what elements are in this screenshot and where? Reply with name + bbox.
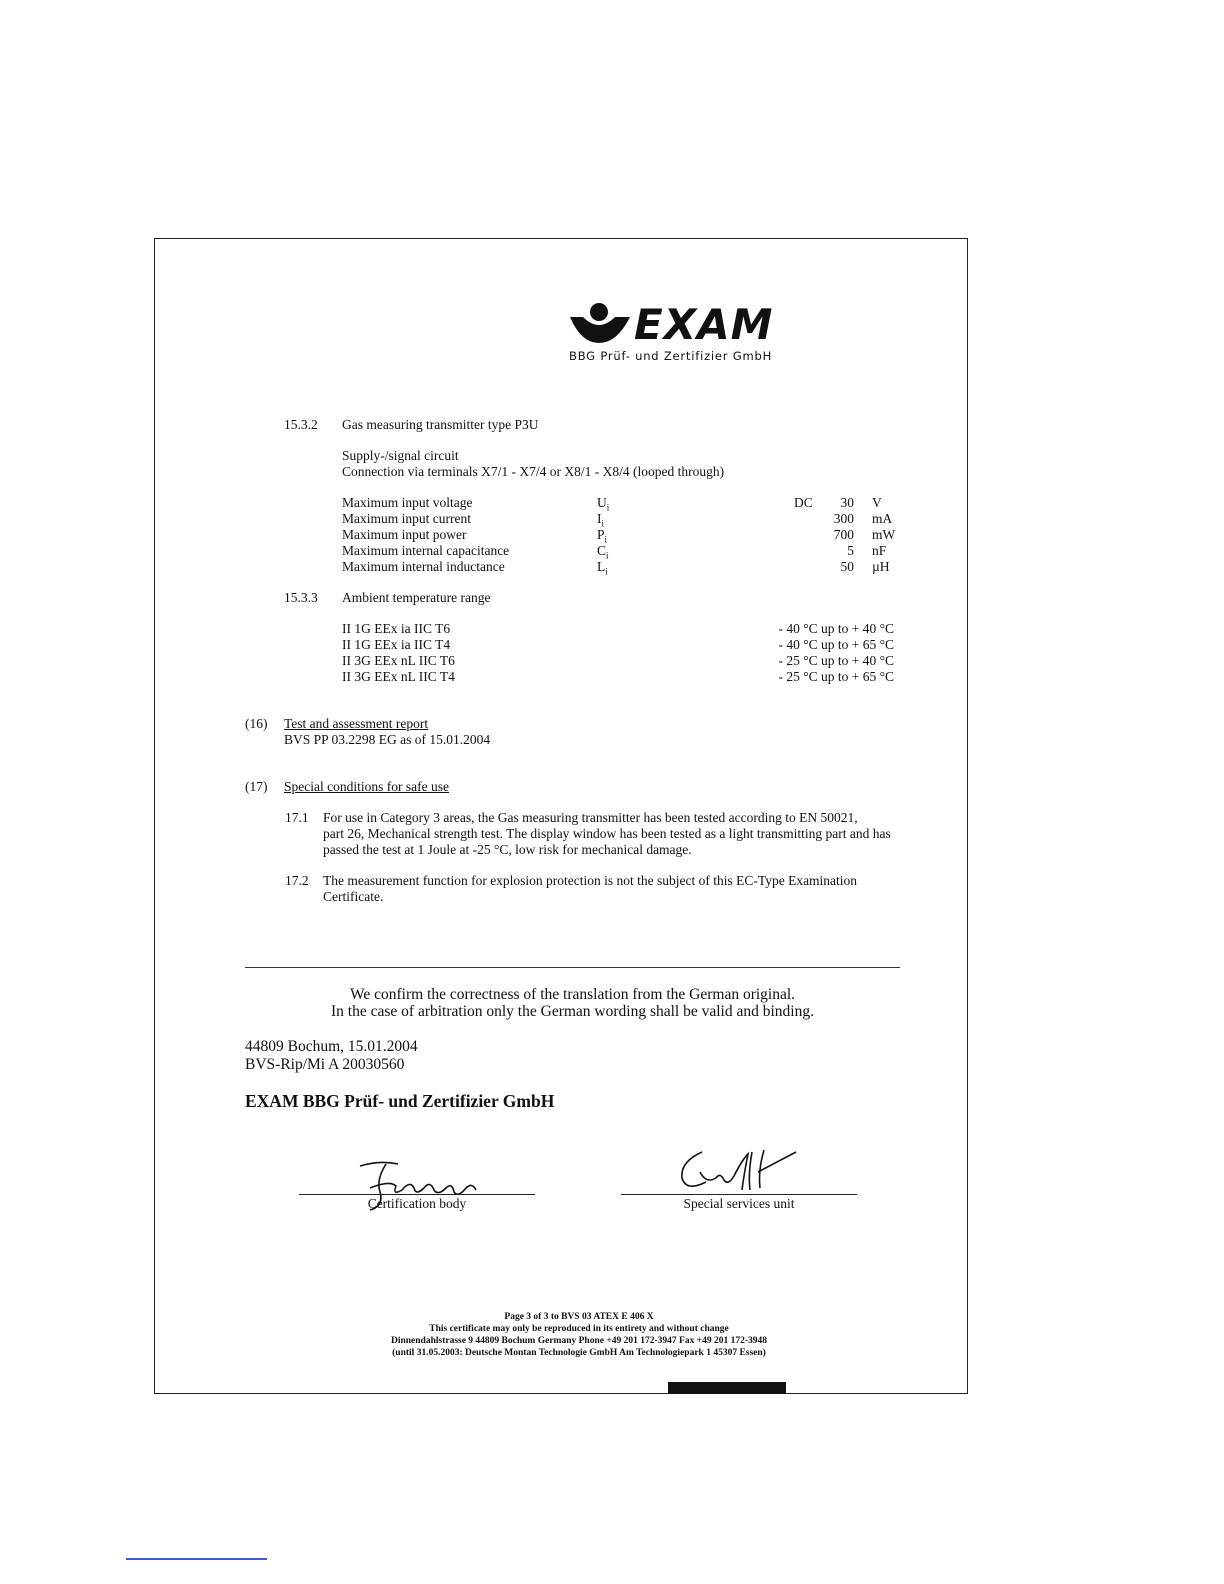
section-number-15-3-3: 15.3.3: [284, 590, 318, 605]
parameter-row: [342, 559, 902, 575]
exam-logo-icon: [569, 303, 631, 343]
parameter-unit: mW: [872, 527, 896, 542]
temperature-range: - 25 °C up to + 40 °C: [778, 653, 894, 668]
right-signature-icon: [672, 1144, 802, 1200]
section-number-16: (16): [245, 716, 268, 731]
logo-wordmark: EXAM: [634, 300, 774, 349]
parameter-value: 300: [833, 511, 854, 526]
parameter-label: Maximum input voltage: [342, 495, 473, 510]
parameter-value: 5: [847, 543, 854, 558]
logo-subtitle: BBG Prüf- und Zertifizier GmbH: [569, 349, 773, 363]
equipment-marking: II 1G EEx ia IIC T6: [342, 621, 451, 636]
parameter-row: [342, 511, 902, 527]
section-title-17: Special conditions for safe use: [284, 779, 449, 794]
parameter-unit: mA: [872, 511, 893, 526]
confirmation-line-1: We confirm the correctness of the translation from the German original.: [349, 986, 796, 1003]
temperature-row: [342, 637, 902, 653]
parameter-symbol: $P_i$: [597, 527, 608, 545]
place-date: 44809 Bochum, 15.01.2004: [245, 1038, 418, 1055]
circuit-label: Supply-/signal circuit: [342, 448, 459, 463]
left-signature-line: [299, 1194, 535, 1195]
temperature-row: [342, 621, 902, 637]
right-signature-line: [621, 1194, 857, 1195]
parameter-prefix: DC: [794, 495, 813, 510]
footer-page-info: Page 3 of 3 to BVS 03 ATEX E 406 X: [504, 1312, 654, 1322]
connection-text: Connection via terminals X7/1 - X7/4 or X8/1 - X8/4 (looped through): [342, 464, 725, 479]
temperature-row: [342, 669, 902, 685]
parameter-unit: µH: [872, 559, 890, 574]
section-number-15-3-2: 15.3.2: [284, 417, 318, 432]
item-17-2-line-1: The measurement function for explosion protection is not the subject of this EC-Type Examination: [323, 873, 858, 888]
parameter-symbol: $L_i$: [597, 559, 608, 577]
parameter-unit: nF: [872, 543, 887, 558]
equipment-marking: II 1G EEx ia IIC T4: [342, 637, 451, 652]
item-17-1-line-3: passed the test at 1 Joule at -25 °C, low risk for mechanical damage.: [323, 842, 692, 857]
section-title-15-3-2: Gas measuring transmitter type P3U: [342, 417, 539, 432]
equipment-marking: II 3G EEx nL IIC T6: [342, 653, 455, 668]
certification-body-label: Certification body: [367, 1196, 467, 1211]
footer-address: Dinnendahlstrasse 9 44809 Bochum Germany Phone +49 201 172-3947 Fax +49 201 172-3948: [390, 1336, 768, 1346]
parameter-symbol: $C_i$: [597, 543, 609, 561]
item-17-2-line-2: Certificate.: [323, 889, 384, 904]
parameter-symbol: $U_i$: [597, 495, 610, 513]
temperature-range: - 25 °C up to + 65 °C: [778, 669, 894, 684]
footer-previous-name: (until 31.05.2003: Deutsche Montan Technologie GmbH Am Technologiepark 1 45307 Essen): [392, 1348, 766, 1358]
parameter-value: 700: [833, 527, 854, 542]
temperature-range: - 40 °C up to + 40 °C: [778, 621, 894, 636]
temperature-row: [342, 653, 902, 669]
parameter-value: 50: [840, 559, 854, 574]
parameter-unit: V: [872, 495, 882, 510]
special-services-unit-label: Special services unit: [683, 1196, 795, 1211]
parameter-row: [342, 495, 902, 511]
scan-black-bar: [668, 1382, 786, 1394]
parameter-value: 30: [840, 495, 854, 510]
parameter-row: [342, 527, 902, 543]
temperature-range: - 40 °C up to + 65 °C: [778, 637, 894, 652]
section-title-16: Test and assessment report: [284, 716, 429, 731]
footnote-separator-line: [126, 1558, 267, 1560]
parameter-label: Maximum input power: [342, 527, 467, 542]
reference-number: BVS-Rip/Mi A 20030560: [245, 1056, 405, 1073]
parameter-symbol: $I_i$: [597, 511, 605, 529]
parameter-label: Maximum internal inductance: [342, 559, 505, 574]
parameter-label: Maximum internal capacitance: [342, 543, 510, 558]
item-17-1-line-1: For use in Category 3 areas, the Gas measuring transmitter has been tested according to EN 50021,: [323, 810, 858, 825]
item-17-1-line-2: part 26, Mechanical strength test. The display window has been tested as a light transmitting part and has: [323, 826, 891, 841]
report-reference: BVS PP 03.2298 EG as of 15.01.2004: [284, 732, 491, 747]
item-number-17-1: 17.1: [285, 810, 309, 825]
confirmation-line-2: In the case of arbitration only the German wording shall be valid and binding.: [331, 1003, 814, 1020]
footer-reproduction-note: This certificate may only be reproduced in its entirety and without change: [429, 1324, 729, 1334]
equipment-marking: II 3G EEx nL IIC T4: [342, 669, 455, 684]
item-number-17-2: 17.2: [285, 873, 309, 888]
parameter-row: [342, 543, 902, 559]
section-title-15-3-3: Ambient temperature range: [342, 590, 491, 605]
horizontal-divider: [245, 967, 900, 968]
parameter-label: Maximum input current: [342, 511, 471, 526]
section-number-17: (17): [245, 779, 268, 794]
company-name: EXAM BBG Prüf- und Zertifizier GmbH: [245, 1091, 555, 1111]
